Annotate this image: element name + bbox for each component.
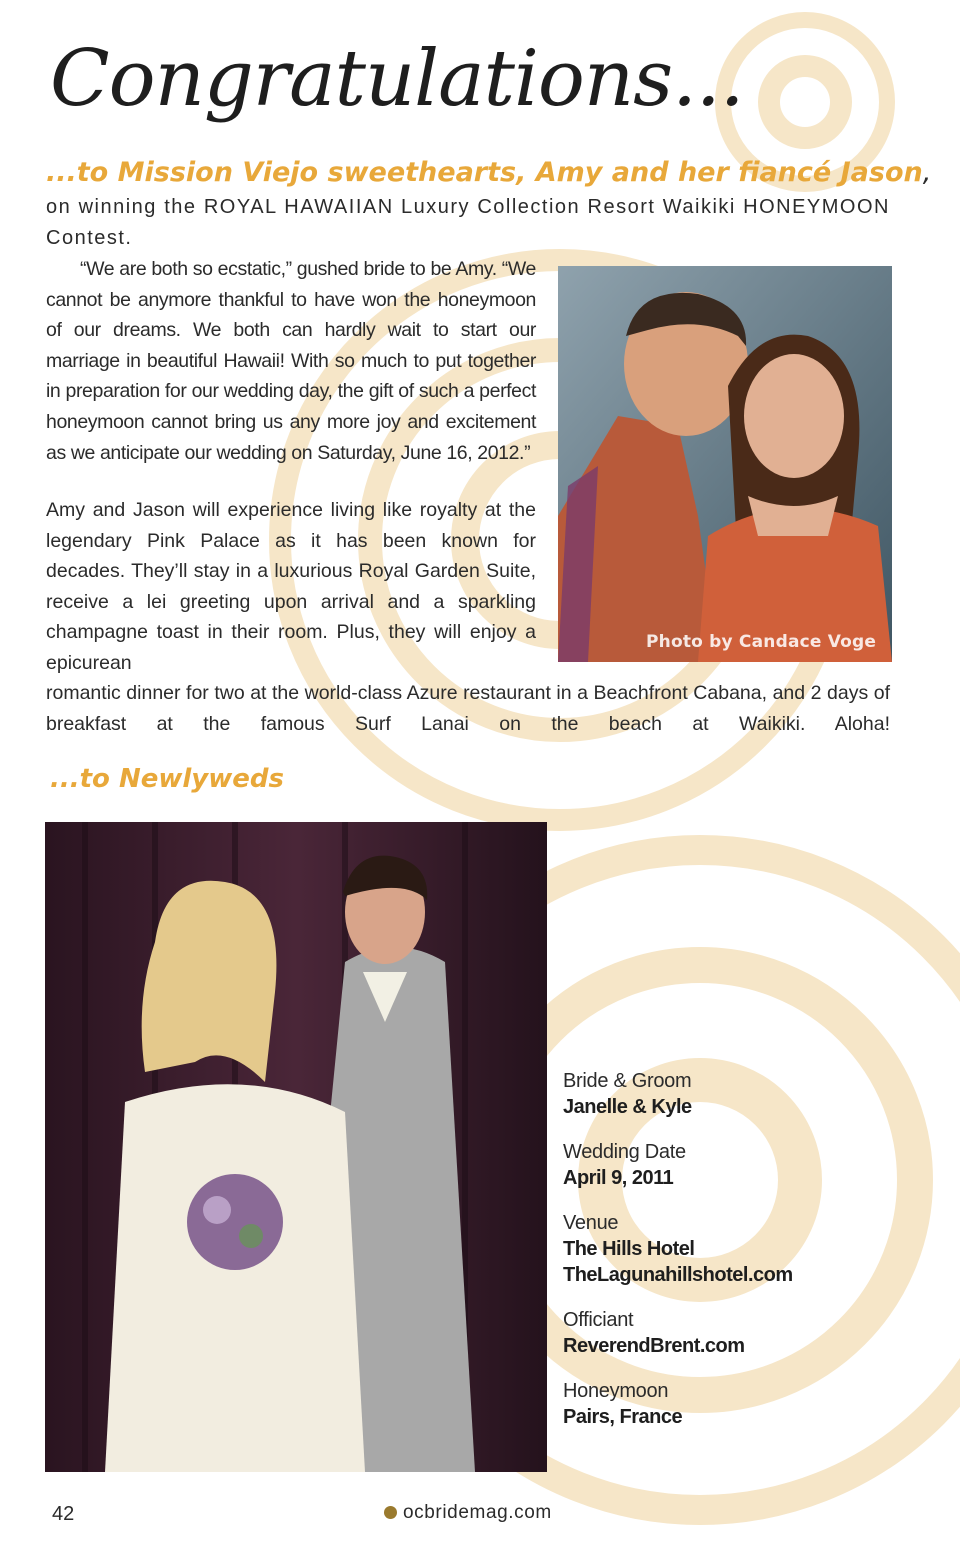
detail-label: Bride & Groom [563,1070,692,1092]
page-number: 42 [52,1503,75,1525]
detail-wedding-date [563,1139,883,1191]
headline-comma: , [922,157,932,188]
feature-quote [46,254,536,468]
detail-label: Venue [563,1212,619,1234]
feature-body-part1: Amy and Jason will experience living like royalty at the legendary Pink Palace as it has been known for decades. They’ll stay in a luxurious Royal Garden Suite, receive a lei greeting upon arrival and a sparkling champagne toast in their room. Plus, they will enjoy a epicurean [46,499,536,674]
detail-venue [563,1210,883,1288]
quote-paragraph: “We are both so ecstatic,” gushed bride to be Amy. “We cannot be anymore thankful to have won the honeymoon of our dreams. We both can hardly wait to start our marriage in beautiful Hawaii! With so much to put together in preparation for our wedding day, the gift of such a perfect honeymoon cannot bring us any more joy and excitement as we anticipate our wedding on Saturday, June 16, 2012.” [46,258,536,464]
newlyweds-photo [45,822,547,1472]
feature-body-part2: romantic dinner for two at the world-class Azure restaurant in a Beachfront Cabana, and 2 days of breakfast at the famous Surf Lanai on the beach at Waikiki. Aloha! [46,682,890,735]
officiant-website-link[interactable]: ReverendBrent.com [563,1335,745,1357]
couple-photo-illustration [558,266,892,662]
feature-headline [46,154,932,192]
detail-value: April 9, 2011 [563,1167,674,1189]
feature-headline-text: ...to Mission Viejo sweethearts, Amy and her fiancé Jason [46,157,923,188]
detail-value: Pairs, France [563,1406,683,1428]
page-title: Congratulations... [50,34,744,124]
photo-credit: Photo by Candace Voge [646,632,877,652]
feature-lead: on winning the ROYAL HAWAIIAN Luxury Collection Resort Waikiki HONEYMOON Contest. [46,196,890,249]
venue-website-link[interactable]: TheLagunahillshotel.com [563,1264,793,1286]
detail-label: Wedding Date [563,1141,686,1163]
footer-website-text: ocbridemag.com [403,1502,552,1523]
detail-value: The Hills Hotel [563,1238,695,1260]
wedding-details [563,1068,883,1449]
detail-officiant [563,1307,883,1359]
logo-dot-icon [384,1506,397,1519]
detail-bride-groom [563,1068,883,1120]
detail-value: Janelle & Kyle [563,1096,692,1118]
detail-honeymoon [563,1378,883,1430]
newlyweds-heading: ...to Newlyweds [50,764,284,794]
detail-label: Honeymoon [563,1380,669,1402]
footer-website[interactable] [384,1502,552,1524]
couple-photo [558,266,892,662]
newlyweds-photo-illustration [45,822,547,1472]
detail-label: Officiant [563,1309,634,1331]
